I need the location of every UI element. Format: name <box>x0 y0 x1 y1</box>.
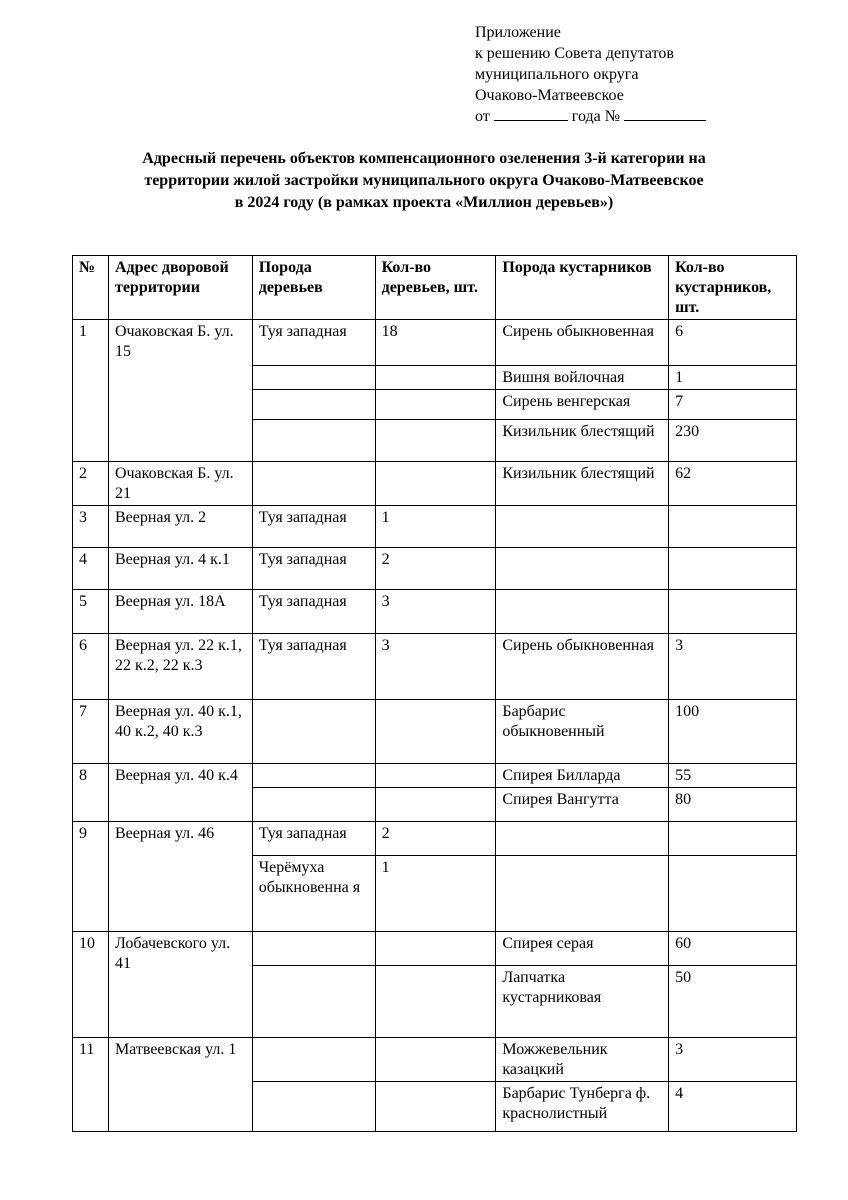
shrub-count-cell <box>669 548 797 590</box>
row-address: Веерная ул. 4 к.1 <box>108 548 252 590</box>
table-row <box>73 590 797 634</box>
appendix-line: к решению Совета депутатов <box>475 45 674 62</box>
tree-species-cell: Туя западная <box>252 320 375 366</box>
date-blank <box>494 106 568 121</box>
row-number: 5 <box>73 590 109 634</box>
tree-count-cell: 1 <box>375 506 496 548</box>
shrub-count-cell: 50 <box>669 966 797 1038</box>
tree-count-cell <box>375 700 496 764</box>
header-tree-count: Кол-во деревьев, шт. <box>375 256 496 320</box>
date-prefix: от <box>475 108 490 125</box>
row-address: Лобачевского ул. 41 <box>108 932 252 1038</box>
tree-species-cell: Туя западная <box>252 634 375 700</box>
shrub-species-cell: Сирень обыкновенная <box>496 634 669 700</box>
shrub-species-cell <box>496 590 669 634</box>
table-row <box>73 462 797 506</box>
table-header-row <box>73 256 797 320</box>
tree-count-cell <box>375 1082 496 1132</box>
shrub-count-cell <box>669 822 797 856</box>
tree-count-cell: 3 <box>375 590 496 634</box>
row-address: Веерная ул. 18А <box>108 590 252 634</box>
document-title <box>60 148 788 214</box>
row-number: 8 <box>73 764 109 822</box>
tree-species-cell <box>252 390 375 420</box>
header-number: № <box>73 256 109 320</box>
shrub-species-cell: Вишня войлочная <box>496 366 669 390</box>
shrub-count-cell: 6 <box>669 320 797 366</box>
row-address: Матвеевская ул. 1 <box>108 1038 252 1132</box>
row-address: Веерная ул. 2 <box>108 506 252 548</box>
tree-count-cell: 18 <box>375 320 496 366</box>
shrub-species-cell <box>496 856 669 932</box>
tree-count-cell <box>375 420 496 462</box>
tree-count-cell: 2 <box>375 548 496 590</box>
shrub-species-cell: Лапчатка кустарниковая <box>496 966 669 1038</box>
appendix-line: Приложение <box>475 24 561 41</box>
row-number: 7 <box>73 700 109 764</box>
table-row <box>73 634 797 700</box>
tree-species-cell: Черёмуха обыкновенна я <box>252 856 375 932</box>
shrub-count-cell <box>669 856 797 932</box>
row-address: Очаковская Б. ул. 15 <box>108 320 252 462</box>
shrub-count-cell: 1 <box>669 366 797 390</box>
table-row <box>73 548 797 590</box>
date-middle: года № <box>571 108 620 125</box>
tree-species-cell <box>252 366 375 390</box>
row-address: Веерная ул. 40 к.1, 40 к.2, 40 к.3 <box>108 700 252 764</box>
title-line: в 2024 году (в рамках проекта «Миллион деревьев») <box>234 194 614 211</box>
shrub-count-cell <box>669 590 797 634</box>
tree-species-cell <box>252 420 375 462</box>
table-row <box>73 764 797 788</box>
shrub-species-cell <box>496 548 669 590</box>
shrub-count-cell: 60 <box>669 932 797 966</box>
header-address: Адрес дворовой территории <box>108 256 252 320</box>
shrub-count-cell: 80 <box>669 788 797 822</box>
appendix-date-line <box>475 106 706 127</box>
shrub-count-cell: 7 <box>669 390 797 420</box>
tree-count-cell: 1 <box>375 856 496 932</box>
table-row <box>73 932 797 966</box>
shrub-species-cell: Кизильник блестящий <box>496 462 669 506</box>
number-blank <box>624 106 706 121</box>
row-address: Веерная ул. 46 <box>108 822 252 932</box>
tree-species-cell <box>252 932 375 966</box>
tree-species-cell <box>252 462 375 506</box>
table-row <box>73 1038 797 1082</box>
shrub-species-cell: Можжевельник казацкий <box>496 1038 669 1082</box>
appendix-line: Очаково-Матвеевское <box>475 87 624 104</box>
tree-species-cell <box>252 1038 375 1082</box>
row-number: 6 <box>73 634 109 700</box>
row-number: 11 <box>73 1038 109 1132</box>
header-tree-species: Порода деревьев <box>252 256 375 320</box>
shrub-species-cell: Спирея Вангутта <box>496 788 669 822</box>
shrub-count-cell: 4 <box>669 1082 797 1132</box>
header-shrub-count: Кол-во кустарников, шт. <box>669 256 797 320</box>
tree-count-cell <box>375 462 496 506</box>
shrub-species-cell: Спирея Билларда <box>496 764 669 788</box>
row-number: 9 <box>73 822 109 932</box>
shrub-species-cell: Спирея серая <box>496 932 669 966</box>
tree-count-cell <box>375 966 496 1038</box>
tree-species-cell: Туя западная <box>252 548 375 590</box>
appendix-block <box>475 22 706 127</box>
shrub-count-cell: 3 <box>669 634 797 700</box>
address-table <box>72 255 797 1132</box>
shrub-count-cell: 230 <box>669 420 797 462</box>
shrub-count-cell: 3 <box>669 1038 797 1082</box>
tree-species-cell: Туя западная <box>252 590 375 634</box>
title-line: Адресный перечень объектов компенсационного озеленения 3-й категории на <box>142 150 706 167</box>
table-row <box>73 320 797 366</box>
tree-species-cell <box>252 1082 375 1132</box>
tree-count-cell <box>375 932 496 966</box>
title-line: территории жилой застройки муниципального округа Очаково-Матвеевское <box>144 172 704 189</box>
appendix-line: муниципального округа <box>475 66 639 83</box>
tree-species-cell: Туя западная <box>252 822 375 856</box>
row-number: 4 <box>73 548 109 590</box>
tree-count-cell <box>375 1038 496 1082</box>
table-body <box>73 320 797 1132</box>
shrub-species-cell: Барбарис обыкновенный <box>496 700 669 764</box>
row-number: 3 <box>73 506 109 548</box>
tree-count-cell <box>375 788 496 822</box>
tree-count-cell: 3 <box>375 634 496 700</box>
tree-count-cell <box>375 366 496 390</box>
shrub-count-cell: 100 <box>669 700 797 764</box>
shrub-count-cell <box>669 506 797 548</box>
tree-species-cell: Туя западная <box>252 506 375 548</box>
tree-count-cell <box>375 390 496 420</box>
table-row <box>73 700 797 764</box>
row-number: 10 <box>73 932 109 1038</box>
shrub-species-cell: Сирень венгерская <box>496 390 669 420</box>
row-number: 2 <box>73 462 109 506</box>
table-row <box>73 506 797 548</box>
shrub-count-cell: 62 <box>669 462 797 506</box>
row-address: Очаковская Б. ул. 21 <box>108 462 252 506</box>
tree-count-cell <box>375 764 496 788</box>
shrub-count-cell: 55 <box>669 764 797 788</box>
tree-species-cell <box>252 700 375 764</box>
header-shrub-species: Порода кустарников <box>496 256 669 320</box>
table-row <box>73 822 797 856</box>
row-address: Веерная ул. 40 к.4 <box>108 764 252 822</box>
shrub-species-cell: Кизильник блестящий <box>496 420 669 462</box>
tree-species-cell <box>252 966 375 1038</box>
shrub-species-cell: Сирень обыкновенная <box>496 320 669 366</box>
tree-species-cell <box>252 764 375 788</box>
shrub-species-cell: Барбарис Тунберга ф. краснолистный <box>496 1082 669 1132</box>
row-number: 1 <box>73 320 109 462</box>
tree-count-cell: 2 <box>375 822 496 856</box>
tree-species-cell <box>252 788 375 822</box>
shrub-species-cell <box>496 822 669 856</box>
shrub-species-cell <box>496 506 669 548</box>
row-address: Веерная ул. 22 к.1, 22 к.2, 22 к.3 <box>108 634 252 700</box>
